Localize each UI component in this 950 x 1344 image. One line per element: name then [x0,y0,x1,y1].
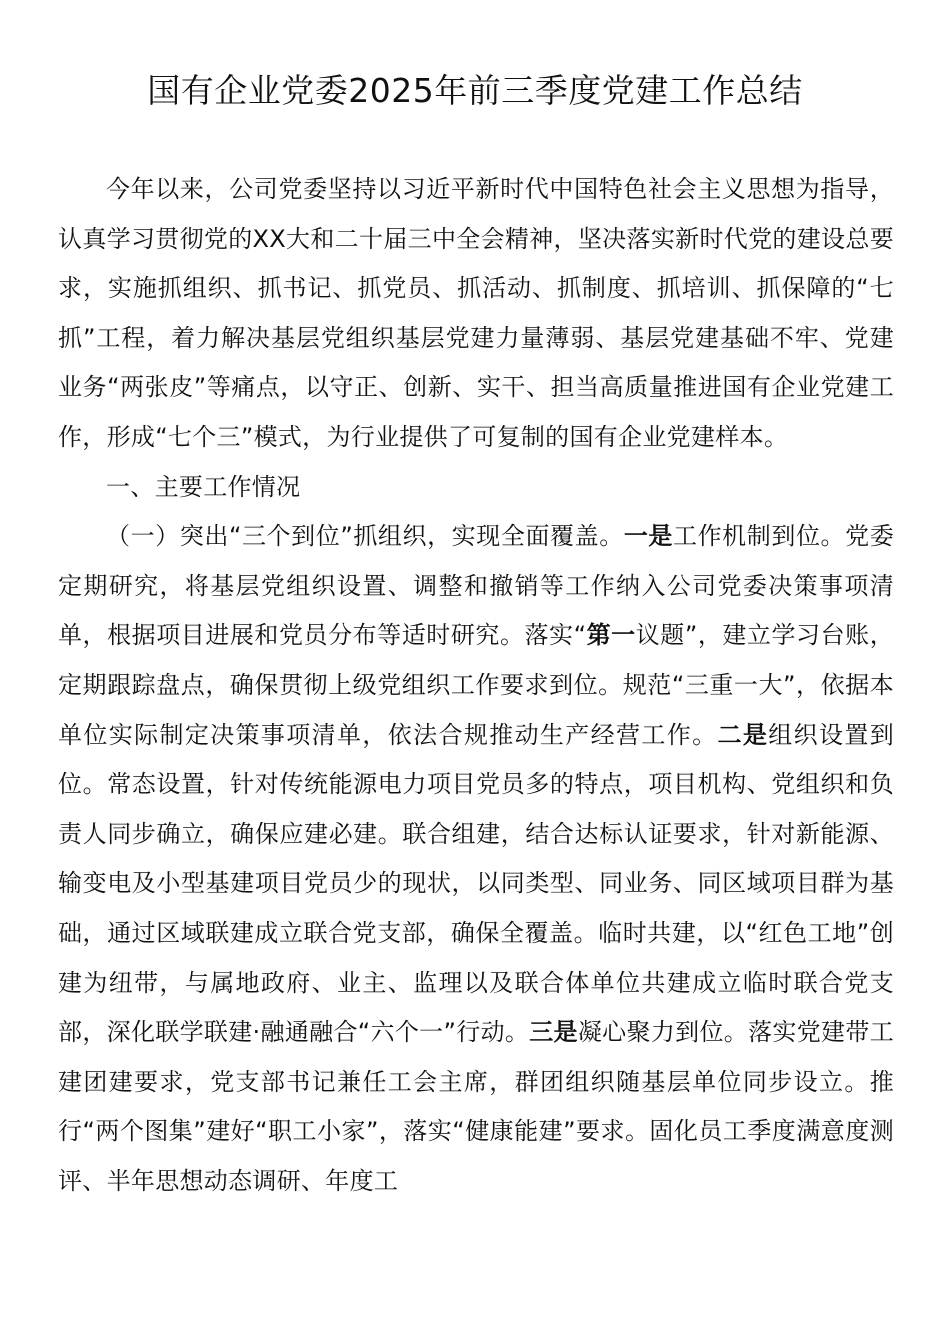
point-three-text: 凝心聚力到位。落实党建带工建团建要求，党支部书记兼任工会主席，群团组织随基层单位同步设立。推行“两个图集”建好“职工小家”，落实“健康能建”要求。固化员工季度满意度测评、半年思想动态调研、年度工 [58,1018,894,1195]
point-one-marker: 一是 [623,522,673,551]
point-two-text: 组织设置到位。常态设置，针对传统能源电力项目党员多的特点，项目机构、党组织和负责人同步确立，确保应建必建。联合组建，结合达标认证要求，针对新能源、输变电及小型基建项目党员少的现状，以同类型、同业务、同区域项目群为基础，通过区域联建成立联合党支部，确保全覆盖。临时共建，以“红色工地”创建为纽带，与属地政府、业主、监理以及联合体单位共建成立临时联合党支部，深化联学联建·融通融合“六个一”行动。 [58,720,894,1047]
point-one-text-continued: 议题”，建立学习台账，定期跟踪盘点，确保贯彻上级党组织工作要求到位。规范“三重一大”，依据本单位实际制定决策事项清单，依法合规推动生产经营工作。 [58,621,894,749]
section-heading-main-work: 一、主要工作情况 [106,472,301,501]
subsection-lead: （一）突出“三个到位”抓组织，实现全面覆盖。 [106,522,624,551]
document-body [58,165,894,1206]
first-topic-bold: 第一 [586,621,636,650]
document-title: 国有企业党委2025年前三季度党建工作总结 [147,71,803,110]
point-three-marker: 三是 [529,1018,578,1047]
subsection-organization-paragraph [58,512,894,1206]
point-two-marker: 二是 [717,720,769,749]
point-one-text: 工作机制到位。党委定期研究，将基层党组织设置、调整和撤销等工作纳入公司党委决策事项清单，根据项目进展和党员分布等适时研究。落实“ [58,522,895,650]
intro-paragraph: 今年以来，公司党委坚持以习近平新时代中国特色社会主义思想为指导，认真学习贯彻党的XX大和二十届三中全会精神，坚决落实新时代党的建设总要求，实施抓组织、抓书记、抓党员、抓活动、抓制度、抓培训、抓保障的“七抓”工程，着力解决基层党组织基层党建力量薄弱、基层党建基础不牢、党建业务“两张皮”等痛点，以守正、创新、实干、担当高质量推进国有企业党建工作，形成“七个三”模式，为行业提供了可复制的国有企业党建样本。 [58,175,894,451]
